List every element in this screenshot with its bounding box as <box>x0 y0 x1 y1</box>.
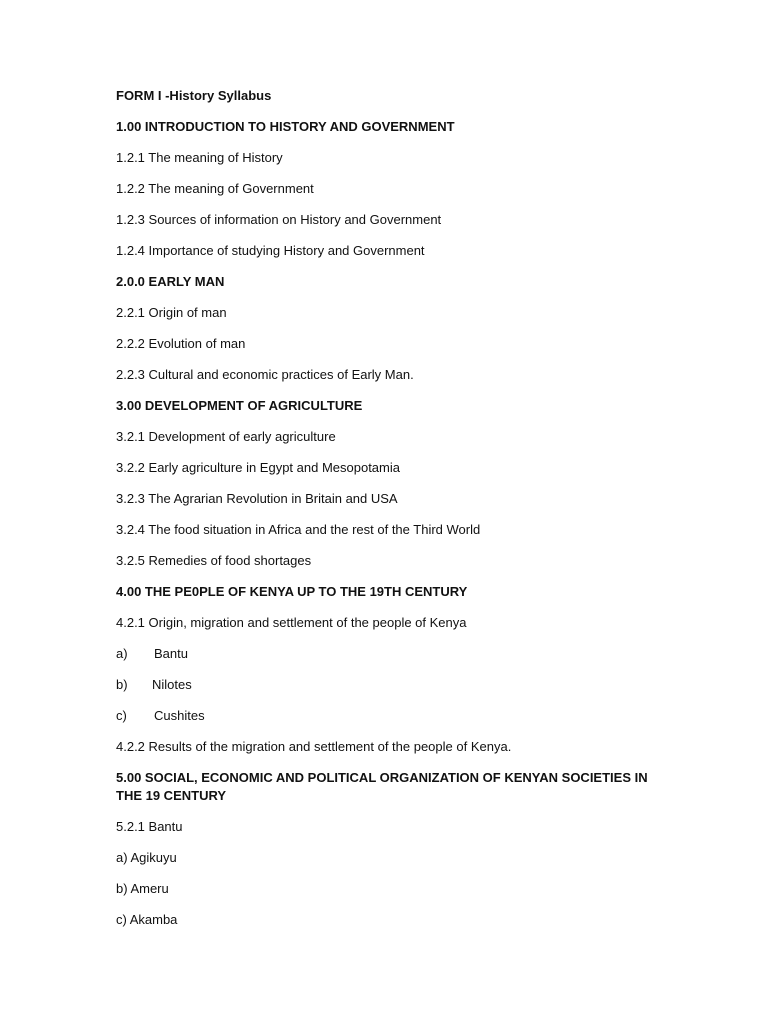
list-item: 4.2.1 Origin, migration and settlement of the people of Kenya <box>116 615 467 630</box>
list-item: 2.2.3 Cultural and economic practices of Early Man. <box>116 367 414 382</box>
sub-list-letter: c) <box>116 708 127 723</box>
list-item: 3.2.2 Early agriculture in Egypt and Mesopotamia <box>116 460 400 475</box>
list-item: b) Ameru <box>116 881 169 896</box>
list-item: 2.2.2 Evolution of man <box>116 336 246 351</box>
list-item: 3.2.3 The Agrarian Revolution in Britain and USA <box>116 491 398 506</box>
list-item: 3.2.5 Remedies of food shortages <box>116 553 312 568</box>
list-item: 5.2.1 Bantu <box>116 819 183 834</box>
section-heading-3: 3.00 DEVELOPMENT OF AGRICULTURE <box>116 398 363 413</box>
sub-list-item <box>116 645 188 663</box>
list-item: a) Agikuyu <box>116 850 177 865</box>
list-item: 3.2.1 Development of early agriculture <box>116 429 336 444</box>
list-item: 3.2.4 The food situation in Africa and the rest of the Third World <box>116 522 481 537</box>
section-heading-4: 4.00 THE PE0PLE OF KENYA UP TO THE 19TH CENTURY <box>116 584 468 599</box>
sub-list-item <box>116 676 192 694</box>
section-heading-5: 5.00 SOCIAL, ECONOMIC AND POLITICAL ORGANIZATION OF KENYAN SOCIETIES IN THE 19 CENTURY <box>116 770 648 803</box>
sub-list-text: Nilotes <box>152 677 192 692</box>
sub-list-item <box>116 707 205 725</box>
list-item: 1.2.2 The meaning of Government <box>116 181 314 196</box>
list-item: 1.2.1 The meaning of History <box>116 150 283 165</box>
sub-list-text: Bantu <box>154 646 188 661</box>
document-title: FORM I -History Syllabus <box>116 88 272 103</box>
list-item: 1.2.3 Sources of information on History and Government <box>116 212 442 227</box>
list-item: c) Akamba <box>116 912 178 927</box>
sub-list-text: Cushites <box>154 708 205 723</box>
list-item: 2.2.1 Origin of man <box>116 305 227 320</box>
section-heading-1: 1.00 INTRODUCTION TO HISTORY AND GOVERNMENT <box>116 119 455 134</box>
list-item: 4.2.2 Results of the migration and settlement of the people of Kenya. <box>116 739 512 754</box>
section-heading-2: 2.0.0 EARLY MAN <box>116 274 225 289</box>
list-item: 1.2.4 Importance of studying History and Government <box>116 243 425 258</box>
sub-list-letter: a) <box>116 646 128 661</box>
sub-list-letter: b) <box>116 677 128 692</box>
